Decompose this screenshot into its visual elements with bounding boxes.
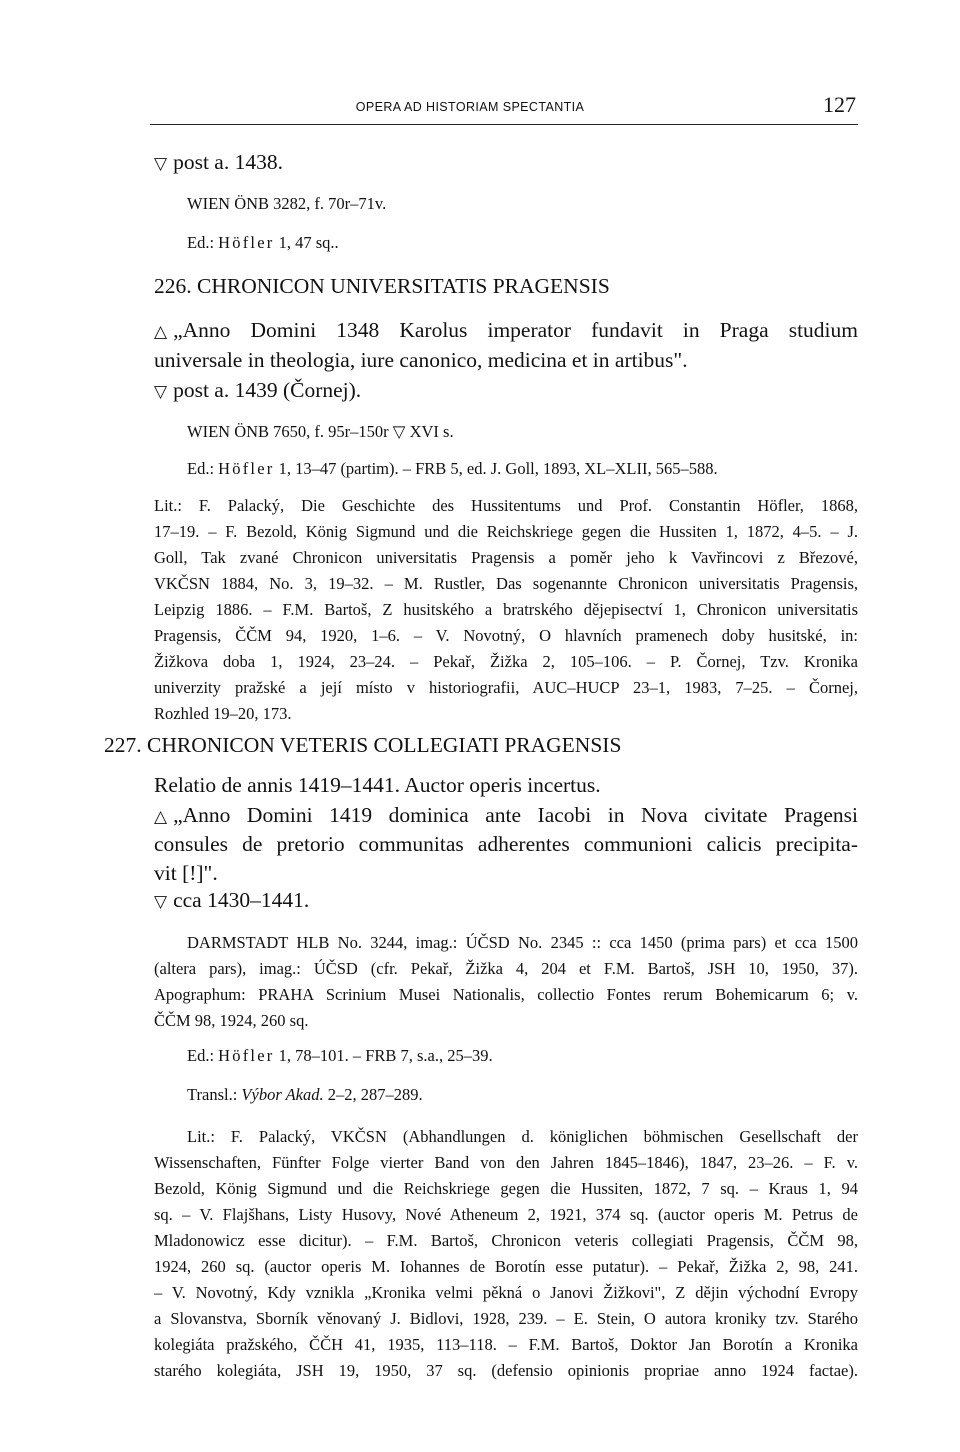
prev-manuscript: WIEN ÖNB 3282, f. 70r–71v. [187,194,387,213]
entry-226-manuscript: WIEN ÖNB 7650, f. 95r–150r ▽ XVI s. [187,422,454,441]
lit-line: kolegiáta pražského, ČČH 41, 1935, 113–118. – F.M. Bartoš, Doktor Jan Borotín a Kronika [154,1335,858,1354]
running-title: OPERA AD HISTORIAM SPECTANTIA [355,100,585,114]
entry-226-heading: 226. CHRONICON UNIVERSITATIS PRAGENSIS [154,274,610,298]
lit-line: Lit.: F. Palacký, VKČSN (Abhandlungen d. königlichen böhmischen Gesellschaft der [187,1127,858,1146]
entry-227-date-line: ▽ cca 1430–1441. [154,888,310,912]
lit-line: Rozhled 19–20, 173. [154,704,292,723]
entry-227-heading: 227. CHRONICON VETERIS COLLEGIATI PRAGENSIS [104,733,622,757]
lit-line: univerzity pražské a její místo v historiografii, AUC–HUCP 23–1, 1983, 7–25. – Čornej, [154,678,858,697]
entry-226-edition: Ed.: Höfler 1, 13–47 (partim). – FRB 5, ed. J. Goll, 1893, XL–XLII, 565–588. [187,459,718,478]
lit-line: – V. Novotný, Kdy vznikla „Kronika velmi pěkná o Janovi Žižkovi", Z dějin východní Evropy [154,1283,858,1302]
lit-line: a Slovanstva, Sborník věnovaný J. Bidlovi, 1928, 239. – E. Stein, O autora kroniky tzv. Starého [154,1309,858,1328]
lit-line: Žižkova doba 1, 1924, 23–24. – Pekař, Žižka 2, 105–106. – P. Čornej, Tzv. Kronika [154,652,858,671]
page-number: 127 [823,92,856,117]
entry-227-translation: Transl.: Výbor Akad. 2–2, 287–289. [187,1085,423,1104]
lit-line: 1924, 260 sq. (auctor operis M. Iohannes de Borotín esse putatur). – Pekař, Žižka 2, 98, 241. [154,1257,858,1276]
lit-line: Lit.: F. Palacký, Die Geschichte des Hussitentums und Prof. Constantin Höfler, 1868, [154,496,858,515]
entry-226-date-line: ▽ post a. 1439 (Čornej). [154,378,362,402]
manuscript-line: ČČM 98, 1924, 260 sq. [154,1011,309,1030]
entry-227-incipit-3: vit [!]". [154,861,218,885]
lit-line: starého kolegiáta, JSH 19, 1950, 37 sq. (defensio opinionis propriae anno 1924 factae). [154,1361,858,1380]
manuscript-line: (altera pars), imag.: ÚČSD (cfr. Pekař, Žižka 4, 204 et F.M. Bartoš, JSH 10, 1950, 37). [154,959,858,978]
translation-title: Výbor Akad. [241,1085,324,1104]
prev-edition: Ed.: Höfler 1, 47 sq.. [187,233,339,252]
prev-date: post a. 1438. [173,150,283,174]
prev-date-line [154,150,283,175]
lit-line: Leipzig 1886. – F.M. Bartoš, Z husitského a bratrského dějepisectví 1, Chronicon universitatis [154,600,858,619]
triangle-down-icon: ▽ [154,154,168,174]
triangle-up-icon: △ [154,807,168,827]
entry-227-edition: Ed.: Höfler 1, 78–101. – FRB 7, s.a., 25–39. [187,1046,493,1065]
running-head [150,92,858,125]
entry-227-incipit-2: consules de pretorio communitas adherentes communioni calicis precipita- [154,832,858,856]
entry-226-incipit-1: △ „Anno Domini 1348 Karolus imperator fundavit in Praga studium [154,318,858,342]
lit-line: Bezold, König Sigmund und die Reichskriege gegen die Hussiten, 1872, 7 sq. – Kraus 1, 94 [154,1179,858,1198]
manuscript-line: Apographum: PRAHA Scrinium Musei Nationalis, collectio Fontes rerum Bohemicarum 6; v. [154,985,858,1004]
triangle-down-icon: ▽ [154,892,168,912]
entry-227-relatio: Relatio de annis 1419–1441. Auctor operis incertus. [154,773,601,797]
triangle-down-icon: ▽ [154,382,168,402]
lit-line: Mladonowicz esse dicitur). – F.M. Bartoš, Chronicon veteris collegiati Pragensis, ČČM 98, [154,1231,858,1250]
edition-author: Höfler [218,233,275,252]
triangle-up-icon: △ [154,322,168,342]
lit-line: VKČSN 1884, No. 3, 19–32. – M. Rustler, Das sogenannte Chronicon universitatis Pragensis, [154,574,858,593]
lit-line: Goll, Tak zvané Chronicon universitatis Pragensis a poměr jeho k Vavřincovi z Březové, [154,548,858,567]
lit-line: Pragensis, ČČM 94, 1920, 1–6. – V. Novotný, O hlavních pramenech doby husitské, in: [154,626,858,645]
entry-226-incipit-2: universale in theologia, iure canonico, medicina et in artibus". [154,348,688,372]
lit-line: 17–19. – F. Bezold, König Sigmund und die Reichskriege gegen die Hussiten 1, 1872, 4–5. – J. [154,522,858,541]
manuscript-line: DARMSTADT HLB No. 3244, imag.: ÚČSD No. 2345 :: cca 1450 (prima pars) et cca 1500 [187,933,858,952]
edition-author: Höfler [218,1046,275,1065]
edition-author: Höfler [218,459,275,478]
lit-line: sq. – V. Flajšhans, Listy Husovy, Nové Atheneum 2, 1921, 374 sq. (auctor operis M. Petrus de [154,1205,858,1224]
lit-line: Wissenschaften, Fünfter Folge vierter Band von den Jahren 1845–1846), 1847, 23–26. – F. v. [154,1153,858,1172]
entry-227-incipit-1: △ „Anno Domini 1419 dominica ante Iacobi in Nova civitate Pragensi [154,803,858,827]
